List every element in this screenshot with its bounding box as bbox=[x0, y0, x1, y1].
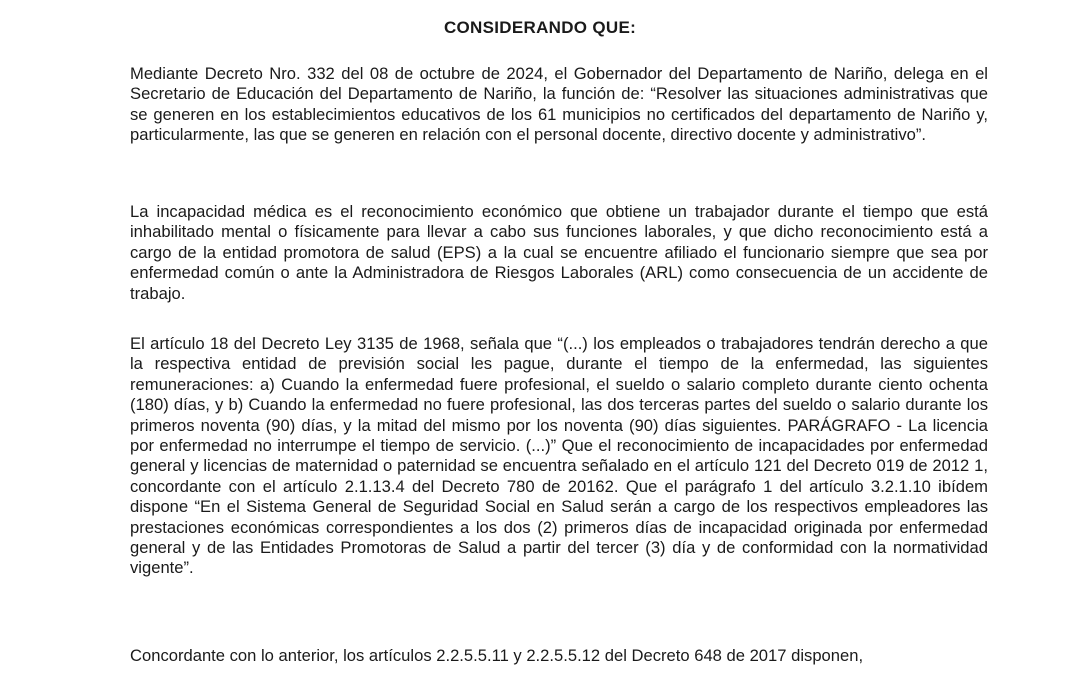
paragraph-article-18: El artículo 18 del Decreto Ley 3135 de 1968, señala que “(...) los empleados o trabajadores tendrán derecho a que la respectiva entidad de previsión social les pague, durante el tiempo de la enfermedad, las siguientes remuneraciones: a) Cuando la enfermedad fuere profesional, el sueldo o salario completo durante ciento ochenta (180) días, y b) Cuando la enfermedad no fuere profesional, las dos terceras partes del sueldo o salario durante los primeros noventa (90) días, y la mitad del mismo por los noventa (90) días siguientes. PARÁGRAFO - La licencia por enfermedad no interrumpe el tiempo de servicio. (...)” Que el reconocimiento de incapacidades por enfermedad general y licencias de maternidad o paternidad se encuentra señalado en el artículo 121 del Decreto 019 de 2012 1, concordante con el artículo 2.1.13.4 del Decreto 780 de 20162. Que el parágrafo 1 del artículo 3.2.1.10 ibídem dispone “En el Sistema General de Seguridad Social en Salud serán a cargo de los respectivos empleadores las prestaciones económicas correspondientes a los dos (2) primeros días de incapacidad originada por enfermedad general y de las Entidades Promotoras de Salud a partir del tercer (3) día y de conformidad con la normatividad vigente”. bbox=[130, 334, 988, 578]
paragraph-medical-incapacity: La incapacidad médica es el reconocimiento económico que obtiene un trabajador durante el tiempo que está inhabilitado mental o físicamente para llevar a cabo sus funciones laborales, y que dicho reconocimiento está a cargo de la entidad promotora de salud (EPS) a la cual se encuentre afiliado el funcionario siempre que sea por enfermedad común o ante la Administradora de Riesgos Laborales (ARL) como consecuencia de un accidente de trabajo. bbox=[130, 202, 988, 303]
section-heading: CONSIDERANDO QUE: bbox=[443, 18, 637, 37]
paragraph-decree-delegation: Mediante Decreto Nro. 332 del 08 de octubre de 2024, el Gobernador del Departamento de Nariño, delega en el Secretario de Educación del Departamento de Nariño, la función de: “Resolver las situaciones administrativas que se generen en los establecimientos educativos de los 61 municipios no certificados del departamento de Nariño y, particularmente, las que se generen en relación con el personal docente, directivo docente y administrativo”. bbox=[130, 64, 988, 145]
paragraph-concordant: Concordante con lo anterior, los artículos 2.2.5.5.11 y 2.2.5.5.12 del Decreto 648 de 2017 disponen, bbox=[130, 646, 864, 665]
